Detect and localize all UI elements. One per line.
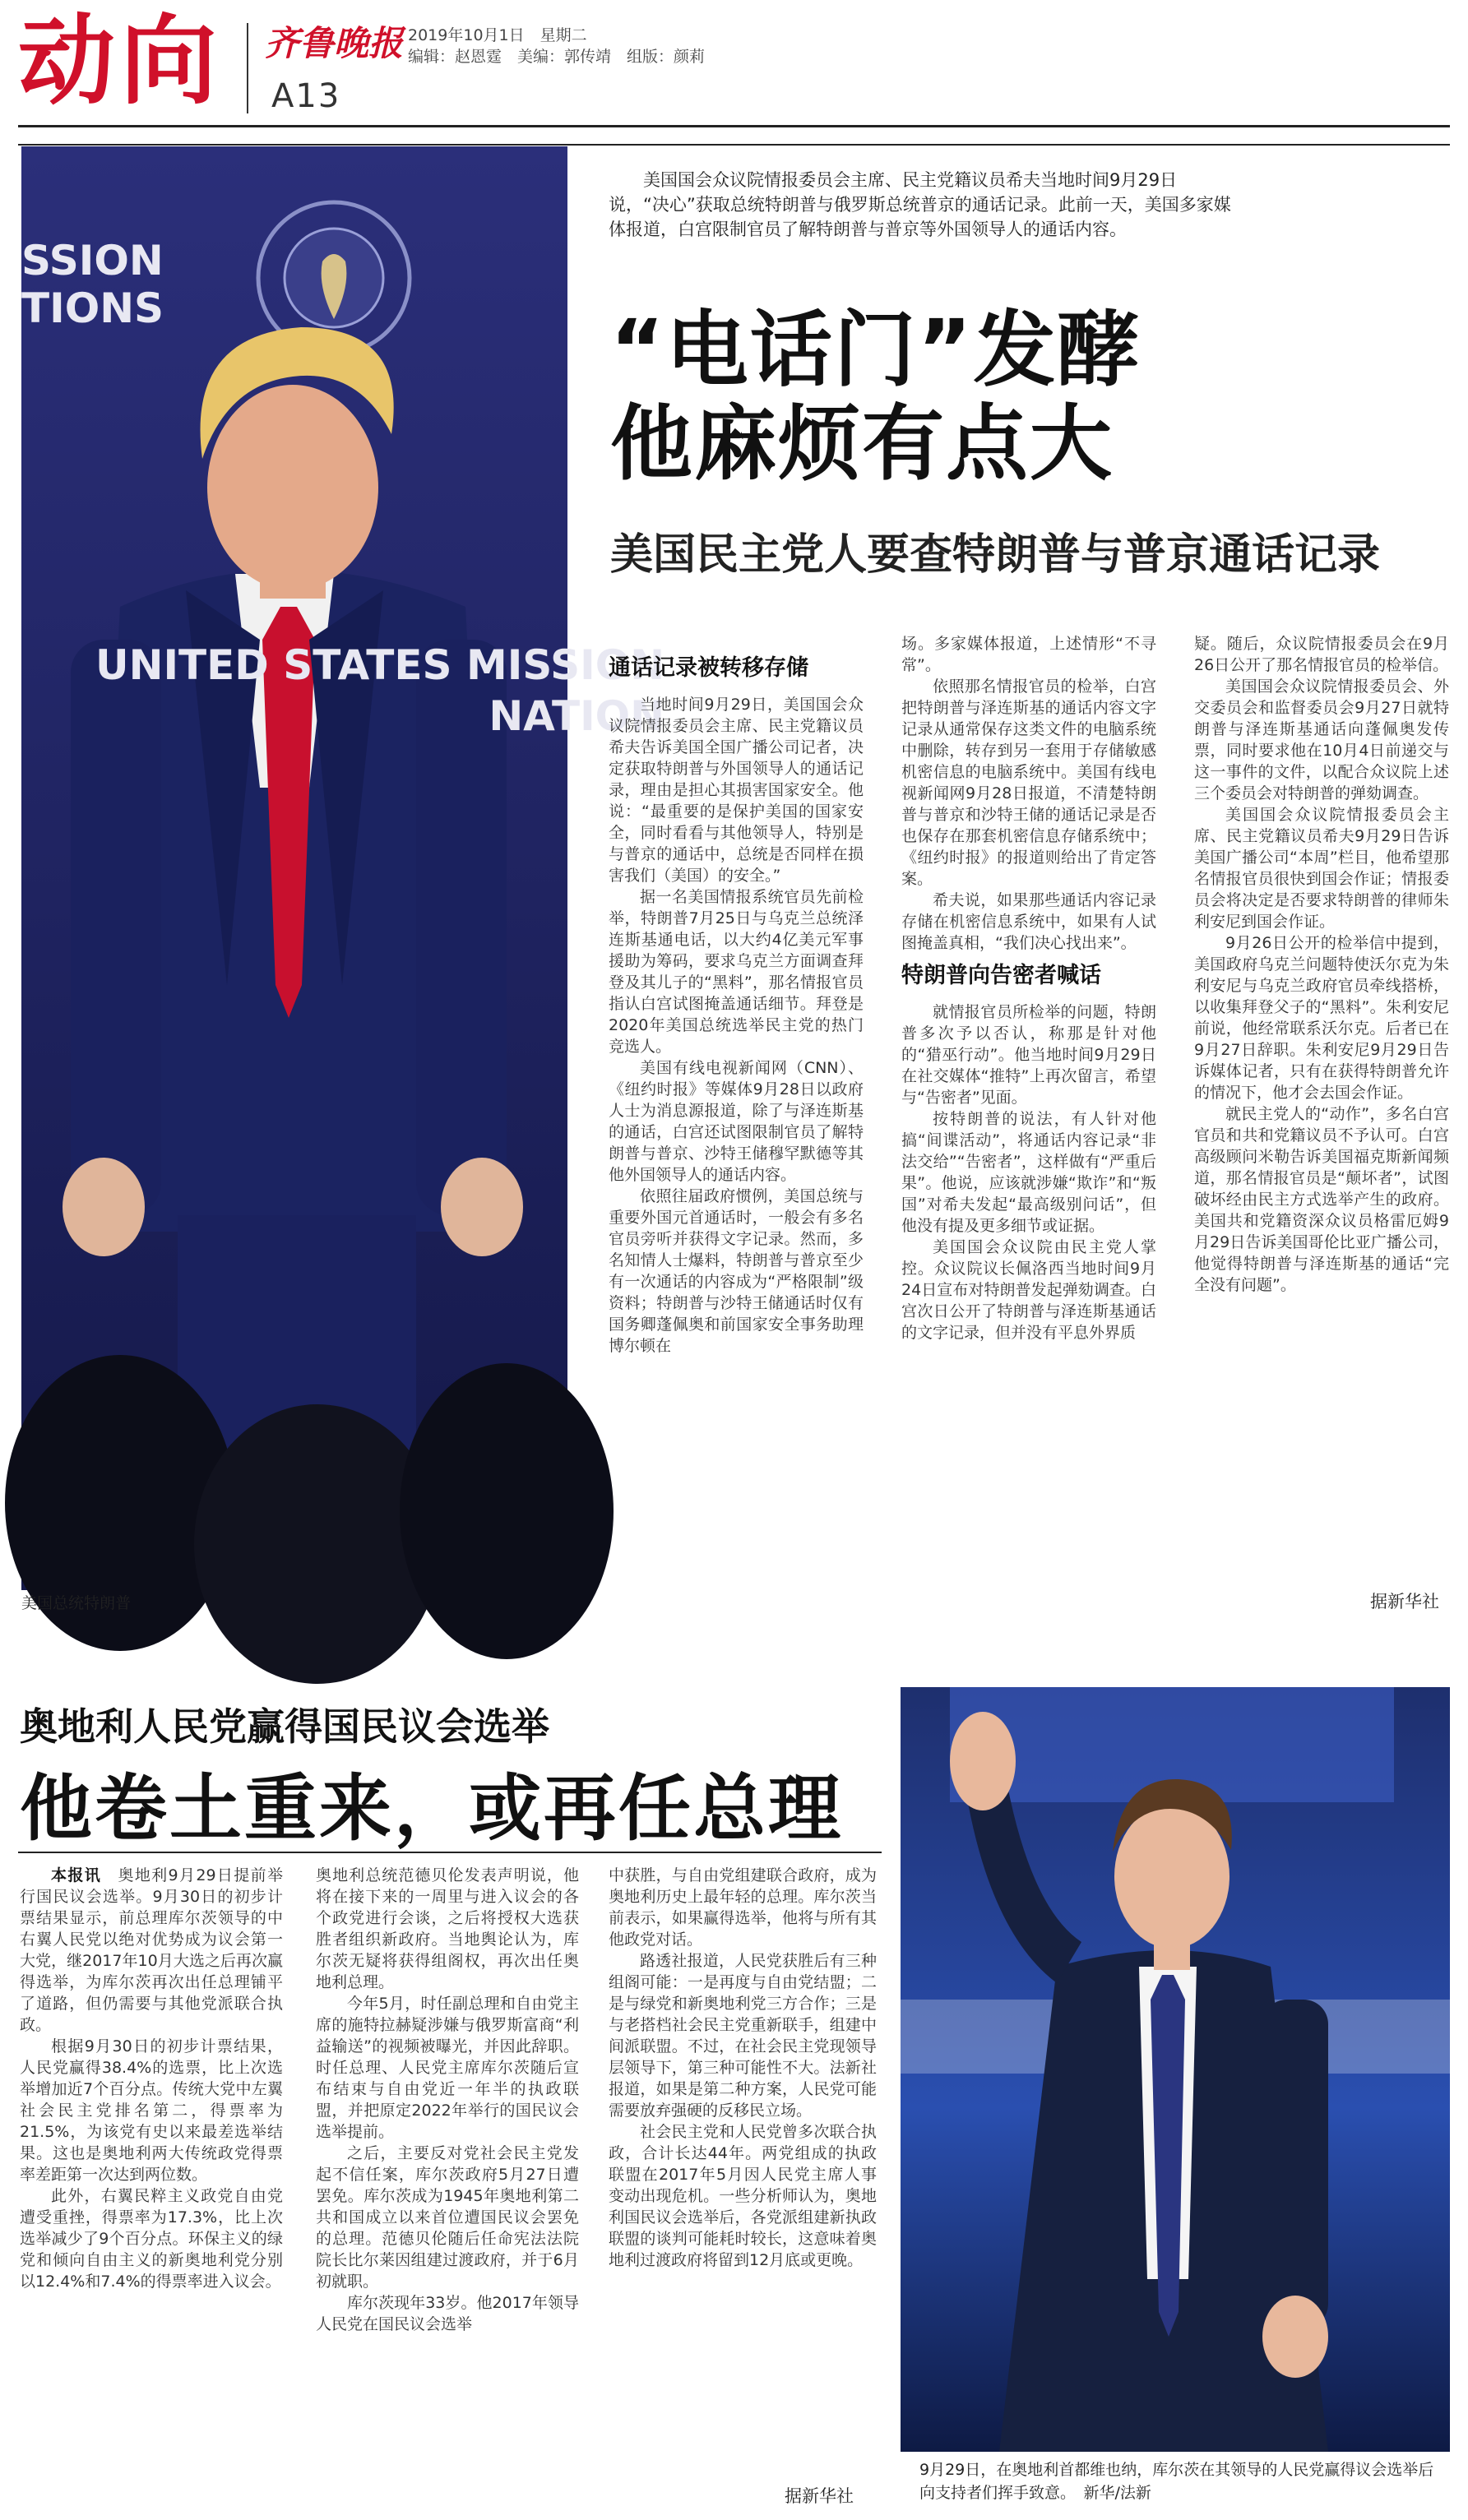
article-paragraph: 社会民主党和人民党曾多次联合执政，合计长达44年。两党组成的执政联盟在2017年5月因人民党主席人事变动出现危机。一些分析师认为，奥地利国民议会选举后，各党派组建新执政联盟的谈判可能耗时较长，这意味着奥地利过渡政府将留到12月底或更晚。 [609, 2123, 877, 2269]
article-paragraph: 就情报官员所检举的问题，特朗普多次予以否认，称那是针对他的“猎巫行动”。他当地时间9月29日在社交媒体“推特”上再次留言，希望与“告密者”见面。 [901, 1003, 1156, 1107]
article-paragraph: 库尔茨现年33岁。他2017年领导人民党在国民议会选举 [316, 2294, 579, 2333]
article-paragraph: 当地时间9月29日，美国国会众议院情报委员会主席、民主党籍议员希夫告诉美国全国广播公司记者，决定获取特朗普与外国领导人的通话记录，理由是担心其损害国家安全。他说：“最重要的是保护美国的国家安全，同时看看与其他领导人，特别是与普京的通话中，总统是否同样在损害我们（美国）的安全。” [609, 696, 864, 885]
article-paragraph: 9月26日公开的检举信中提到，美国政府乌克兰问题特使沃尔克为朱利安尼与乌克兰政府官员牵线搭桥，以收集拜登父子的“黑料”。朱利安尼前说，他经常联系沃尔克。后者已在9月27日辞职。朱利安尼9月29日告诉媒体记者，只有在获得特朗普允许的情况下，他才会去国会作证。 [1194, 934, 1449, 1102]
article-column [609, 646, 864, 1616]
article-paragraph: 依照往届政府惯例，美国总统与重要外国元首通话时，一般会有多名官员旁听并获得文字记录。然而，多名知情人士爆料，特朗普与普京至少有一次通话的内容成为“严格限制”级资料；特朗普与沙特王储通话时仅有国务卿蓬佩奥和前国家安全事务助理博尔顿在 [609, 1187, 864, 1355]
article-paragraph: 希夫说，如果那些通话内容记录存储在机密信息系统中，如果有人试图掩盖真相，“我们决心找出来”。 [901, 891, 1156, 952]
article-column [20, 1865, 283, 2490]
photo-caption: 9月29日，在奥地利首都维也纳，库尔茨在其领导的人民党赢得议会选举后向支持者们挥手致意。 新华/法新 [919, 2461, 1434, 2502]
article-paragraph: 今年5月，时任副总理和自由党主席的施特拉赫疑涉嫌与俄罗斯富商“利益输送”的视频被曝光，并因此辞职。时任总理、人民党主席库尔茨随后宣布结束与自由党近一年半的执政联盟，并把原定2022年举行的国民议会选举提前。 [316, 1995, 579, 2141]
editors-line: 编辑：赵恩霆 美编：郭传靖 组版：颜莉 [408, 48, 706, 66]
article-paragraph: 美国有线电视新闻网（CNN）、《纽约时报》等媒体9月28日以政府人士为消息源报道，除了与泽连斯基的通话，白宫还试图限制官员了解特朗普与普京、沙特王储穆罕默德等其他外国领导人的通话内容。 [609, 1059, 864, 1184]
paragraph-text: 奥地利9月29日提前举行国民议会选举。9月30日的初步计票结果显示，前总理库尔茨领导的中右翼人民党以绝对优势成为议会第一大党，继2017年10月大选之后再次赢得选举，为库尔茨再次出任总理铺平了道路，但仍需要与其他党派联合执政。 [20, 1866, 283, 2034]
section-subheading: 通话记录被转移存储 [609, 655, 808, 681]
article-paragraph: 之后，主要反对党社会民主党发起不信任案，库尔茨政府5月27日遭罢免。库尔茨成为1945年奥地利第二共和国成立以来首位遭国民议会罢免的总理。范德贝伦随后任命宪法法院院长比尔莱因组建过渡政府，并于6月初就职。 [316, 2144, 579, 2291]
article-column [316, 1865, 579, 2498]
article-paragraph: 此外，右翼民粹主义政党自由党遭受重挫，得票率为17.3%，比上次选举减少了9个百分点。环保主义的绿党和倾向自由主义的新奥地利党分别以12.4%和7.4%的得票率进入议会。 [20, 2187, 283, 2291]
photo-caption: 美国总统特朗普 [21, 1594, 132, 1612]
top-rule [18, 144, 1450, 146]
section-rule [18, 1852, 882, 1853]
masthead-divider [247, 23, 248, 113]
article-paragraph [20, 1865, 283, 2036]
lead-paragraph: 美国国会众议院情报委员会主席、民主党籍议员希夫当地时间9月29日说，“决心”获取总统特朗普与俄罗斯总统普京的通话记录。此前一天，美国多家媒体报道，白宫限制官员了解特朗普与普京等外国领导人的通话内容。 [609, 170, 1231, 239]
article-column [1194, 633, 1449, 1587]
article-paragraph: 美国国会众议院情报委员会主席、民主党籍议员希夫9月29日告诉美国广播公司“本周”栏目，他希望那名情报官员很快到国会作证；情报委员会将决定是否要求特朗普的律师朱利安尼到国会作证。 [1194, 806, 1449, 931]
article-paragraph: 场。多家媒体报道，上述情形“不寻常”。 [901, 635, 1156, 674]
kicker-headline: 奥地利人民党赢得国民议会选举 [20, 1704, 549, 1749]
headline: 他卷土重来，或再任总理 [20, 1766, 844, 1851]
article-paragraph: 奥地利总统范德贝伦发表声明说，他将在接下来的一周里与进入议会的各个政党进行会谈，之后将授权大选获胜者组织新政府。当地舆论认为，库尔茨无疑将获得组阁权，再次出任奥地利总理。 [316, 1866, 579, 1991]
article-paragraph: 就民主党人的“动作”，多名白宫官员和共和党籍议员不予认可。白宫高级顾问米勒告诉美国福克斯新闻频道，那名情报官员是“颠坏者”，试图破坏经由民主方式选举产生的政府。美国共和党籍资深众议员格雷厄姆9月29日告诉美国哥伦比亚广播公司，他觉得特朗普与泽连斯基的通话“完全没有问题”。 [1194, 1105, 1449, 1294]
trump-photo-illustration [21, 146, 567, 1590]
dateline: 本报讯 [51, 1866, 102, 1884]
headline: “电话门”发酵 [610, 302, 1142, 398]
article-paragraph: 根据9月30日的初步计票结果，人民党赢得38.4%的选票，比上次选举增加近7个百分点。传统大党中左翼社会民主党排名第二，得票率为21.5%，为该党有史以来最差选举结果。这也是奥地利两大传统政党得票率差距第一次达到两位数。 [20, 2037, 283, 2184]
article-paragraph: 美国国会众议院情报委员会、外交委员会和监督委员会9月27日就特朗普与泽连斯基通话向蓬佩奥发传票，同时要求他在10月4日前递交与这一事件的文件，以配合众议院上述三个委员会对特朗普的弹劾调查。 [1194, 677, 1449, 802]
photo-banner-text-mid: UNITED STATES MISSION NATION [95, 641, 665, 740]
kurz-photo [901, 1687, 1450, 2452]
article-paragraph: 据一名美国情报系统官员先前检举，特朗普7月25日与乌克兰总统泽连斯基通电话，以大约4亿美元军事援助为筹码，要求乌克兰方面调查拜登及其儿子的“黑料”，那名情报官员指认白宫试图掩盖通话细节。拜登是2020年美国总统选举民主党的热门竞选人。 [609, 888, 864, 1056]
article-paragraph: 路透社报道，人民党获胜后有三种组阁可能：一是再度与自由党结盟；二是与绿党和新奥地利党三方合作；三是与老搭档社会民主党重新联手，组建中间派联盟。不过，在社会民主党现领导层领导下，第三种可能性不大。法新社报道，如果是第二种方案，人民党可能需要放弃强硬的反移民立场。 [609, 1952, 877, 2120]
masthead-rule [18, 125, 1450, 127]
article-paragraph: 依照那名情报官员的检举，白宫把特朗普与泽连斯基的通话内容文字记录从通常保存这类文件的电脑系统中删除，转存到另一套用于存储敏感机密信息的电脑系统中。美国有线电视新闻网9月28日报道，不清楚特朗普与普京和沙特王储的通话记录是否也保存在那套机密信息存储系统中；《纽约时报》的报道则给出了肯定答案。 [901, 677, 1156, 888]
page-number: A13 [271, 77, 341, 115]
photo-banner-text-top: SSION TIONS [21, 237, 164, 332]
section-subheading: 特朗普向告密者喊话 [901, 963, 1101, 988]
subheadline: 美国民主党人要查特朗普与普京通话记录 [610, 530, 1381, 580]
article-paragraph: 按特朗普的说法，有人针对他搞“间谍活动”，将通话内容记录“非法交给”“告密者”，这样做有“严重后果”。他说，应该就涉嫌“欺诈”和“叛国”对希夫发起“最高级别问话”，但他没有提及更多细节或证据。 [901, 1110, 1156, 1235]
issue-date: 2019年10月1日 星期二 [408, 26, 587, 44]
kurz-photo-illustration [901, 1687, 1450, 2452]
article-paragraph: 疑。随后，众议院情报委员会在9月26日公开了那名情报官员的检举信。 [1194, 635, 1449, 674]
article-paragraph: 中获胜，与自由党组建联合政府，成为奥地利历史上最年轻的总理。库尔茨当前表示，如果赢得选举，他将与所有其他政党对话。 [609, 1866, 877, 1949]
headline-second-line: 他麻烦有点大 [610, 395, 1114, 492]
article-column [901, 633, 1156, 1616]
article-paragraph: 美国国会众议院由民主党人掌控。众议院议长佩洛西当地时间9月24日宣布对特朗普发起弹劾调查。白宫次日公开了特朗普与泽连斯基通话的文字记录，但并没有平息外界质 [901, 1238, 1156, 1342]
trump-photo [21, 146, 665, 1590]
article-column [609, 1865, 877, 2473]
newspaper-name: 齐鲁晚报 [265, 23, 404, 63]
source-credit: 据新华社 [1370, 1592, 1439, 1611]
section-title: 动向 [18, 4, 223, 118]
source-credit: 据新华社 [785, 2486, 854, 2506]
